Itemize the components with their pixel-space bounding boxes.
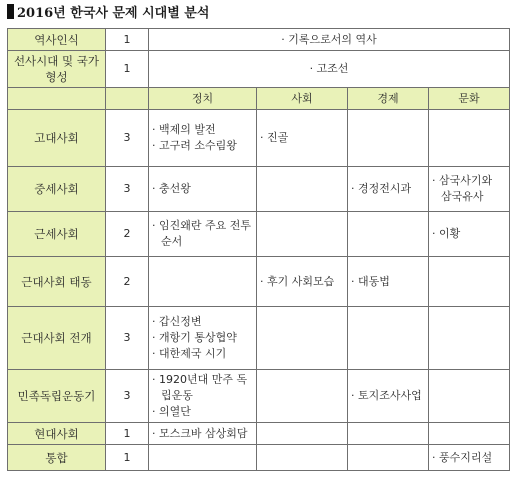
culture-cell <box>429 257 510 307</box>
economy-cell <box>348 307 429 370</box>
economy-cell <box>348 167 429 212</box>
header-politics: 정치 <box>149 88 257 110</box>
culture-cell <box>429 423 510 445</box>
table-row <box>8 212 510 257</box>
header-empty-cell <box>8 88 106 110</box>
society-cell <box>257 370 348 423</box>
page-title <box>7 3 209 25</box>
table-row <box>8 110 510 167</box>
table-row <box>8 445 510 471</box>
politics-cell <box>149 307 257 370</box>
count-cell: 2 <box>106 212 149 257</box>
politics-cell <box>149 212 257 257</box>
count-cell: 1 <box>106 51 149 88</box>
table-row <box>8 257 510 307</box>
header-culture: 문화 <box>429 88 510 110</box>
count-cell: 3 <box>106 167 149 212</box>
table-row <box>8 370 510 423</box>
header-row <box>8 88 510 110</box>
list-item: · 대한제국 시기 <box>152 346 253 362</box>
count-cell: 3 <box>106 370 149 423</box>
table-row <box>8 167 510 212</box>
society-cell <box>257 307 348 370</box>
list-item: · 고구려 소수림왕 <box>152 138 253 154</box>
table-row <box>8 423 510 445</box>
list-item: · 임진왜란 주요 전투 순서 <box>152 218 253 250</box>
economy-cell <box>348 423 429 445</box>
culture-cell <box>429 167 510 212</box>
culture-cell <box>429 370 510 423</box>
era-cell: 고대사회 <box>8 110 106 167</box>
count-cell: 1 <box>106 29 149 51</box>
header-economy: 경제 <box>348 88 429 110</box>
list-item: · 경정전시과 <box>351 181 425 197</box>
era-cell: 근세사회 <box>8 212 106 257</box>
list-item: · 갑신정변 <box>152 314 253 330</box>
culture-cell <box>429 307 510 370</box>
title-marker-icon <box>7 4 14 19</box>
society-cell <box>257 110 348 167</box>
list-item: · 백제의 발전 <box>152 122 253 138</box>
list-item: · 모스크바 삼상회담 <box>152 426 253 442</box>
era-cell: 근대사회 태동 <box>8 257 106 307</box>
list-item: · 1920년대 만주 독립운동 <box>152 372 253 404</box>
culture-cell <box>429 445 510 471</box>
list-item: · 토지조사사업 <box>351 388 425 404</box>
content-cell: · 기록으로서의 역사 <box>149 29 510 51</box>
list-item: · 풍수지리설 <box>432 450 506 466</box>
list-item: · 대동법 <box>351 274 425 290</box>
list-item: · 의열단 <box>152 404 253 420</box>
economy-cell <box>348 212 429 257</box>
era-cell: 중세사회 <box>8 167 106 212</box>
politics-cell <box>149 423 257 445</box>
list-item: · 진골 <box>260 130 344 146</box>
table-row <box>8 51 510 88</box>
list-item: · 후기 사회모습 <box>260 274 344 290</box>
society-cell <box>257 212 348 257</box>
count-cell: 1 <box>106 423 149 445</box>
era-analysis-table <box>7 28 510 471</box>
politics-cell <box>149 167 257 212</box>
count-cell: 1 <box>106 445 149 471</box>
list-item: · 충선왕 <box>152 181 253 197</box>
count-cell: 3 <box>106 110 149 167</box>
title-text: 2016년 한국사 문제 시대별 분석 <box>17 6 210 21</box>
economy-cell <box>348 257 429 307</box>
count-cell: 2 <box>106 257 149 307</box>
table-row <box>8 29 510 51</box>
table-row <box>8 307 510 370</box>
economy-cell <box>348 370 429 423</box>
era-cell: 통합 <box>8 445 106 471</box>
economy-cell <box>348 445 429 471</box>
era-cell: 선사시대 및 국가 형성 <box>8 51 106 88</box>
culture-cell <box>429 110 510 167</box>
list-item: · 삼국사기와 삼국유사 <box>432 173 506 205</box>
era-cell: 근대사회 전개 <box>8 307 106 370</box>
society-cell <box>257 423 348 445</box>
culture-cell <box>429 212 510 257</box>
count-cell: 3 <box>106 307 149 370</box>
politics-cell <box>149 257 257 307</box>
content-cell: · 고조선 <box>149 51 510 88</box>
society-cell <box>257 445 348 471</box>
header-empty-cell <box>106 88 149 110</box>
society-cell <box>257 257 348 307</box>
era-cell: 현대사회 <box>8 423 106 445</box>
economy-cell <box>348 110 429 167</box>
politics-cell <box>149 445 257 471</box>
politics-cell <box>149 110 257 167</box>
list-item: · 이황 <box>432 226 506 242</box>
politics-cell <box>149 370 257 423</box>
era-cell: 역사인식 <box>8 29 106 51</box>
society-cell <box>257 167 348 212</box>
list-item: · 개항기 통상협약 <box>152 330 253 346</box>
header-society: 사회 <box>257 88 348 110</box>
era-cell: 민족독립운동기 <box>8 370 106 423</box>
